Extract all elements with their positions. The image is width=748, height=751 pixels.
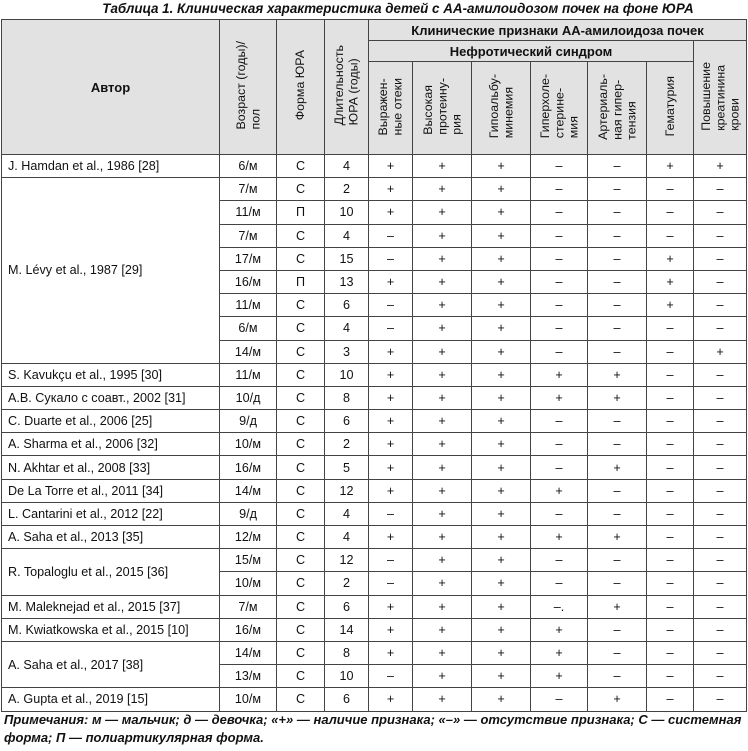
table-cell: + [531,618,588,641]
table-cell: + [588,386,647,409]
table-cell: – [694,665,747,688]
table-cell: + [369,688,413,711]
table-cell: + [588,456,647,479]
table-cell: – [531,572,588,595]
table-cell: + [472,595,531,618]
table-cell: – [369,317,413,340]
table-cell: + [531,386,588,409]
table-cell: С [277,340,325,363]
table-cell: – [531,201,588,224]
table-cell: – [531,317,588,340]
table-cell: – [694,178,747,201]
header-hypoalbuminemia: Гипоальбу- минемия [472,62,531,155]
table-cell: – [531,340,588,363]
header-hypertension: Артериаль- ная гипер- тензия [588,62,647,155]
table-cell: + [369,363,413,386]
table-cell: 6/м [220,317,277,340]
table-cell: С [277,178,325,201]
table-cell: – [694,641,747,664]
table-cell: П [277,201,325,224]
table-cell: – [694,595,747,618]
table-cell: 9/д [220,502,277,525]
table-cell: + [694,155,747,178]
table-cell: + [472,178,531,201]
table-cell: + [369,340,413,363]
author-cell: M. Maleknejad et al., 2015 [37] [2,595,220,618]
author-cell: M. Kwiatkowska et al., 2015 [10] [2,618,220,641]
table-cell: С [277,549,325,572]
table-cell: 10/м [220,688,277,711]
table-cell: – [369,502,413,525]
table-cell: 11/м [220,294,277,317]
table-cell: + [413,247,472,270]
table-cell: – [647,224,694,247]
table-cell: – [588,155,647,178]
table-cell: 4 [325,502,369,525]
table-cell: + [413,618,472,641]
table-cell: + [472,363,531,386]
author-cell: C. Duarte et al., 2006 [25] [2,410,220,433]
table-cell: + [413,549,472,572]
table-cell: 4 [325,224,369,247]
table-cell: 15/м [220,549,277,572]
table-cell: С [277,433,325,456]
table-cell: + [413,688,472,711]
table-cell: + [472,549,531,572]
table-row [2,386,747,409]
table-cell: 17/м [220,247,277,270]
table-cell: – [694,247,747,270]
table-cell: + [369,526,413,549]
table-cell: + [647,270,694,293]
table-cell: – [647,526,694,549]
table-cell: 6 [325,595,369,618]
table-cell: С [277,502,325,525]
table-cell: – [647,340,694,363]
table-cell: + [369,641,413,664]
header-creatinine: Повышение креатинина крови [694,41,747,155]
table-cell: + [369,433,413,456]
table-cell: – [694,502,747,525]
header-proteinuria: Высокая протеину- рия [413,62,472,155]
table-cell: + [413,410,472,433]
table-cell: 2 [325,433,369,456]
table-cell: + [472,410,531,433]
table-cell: – [647,502,694,525]
table-cell: – [694,201,747,224]
table-cell: 8 [325,641,369,664]
header-hematuria: Гематурия [647,62,694,155]
table-cell: + [369,270,413,293]
table-cell: – [369,247,413,270]
table-cell: С [277,665,325,688]
table-cell: – [694,479,747,502]
table-cell: + [531,479,588,502]
table-cell: – [647,641,694,664]
header-duration: Длительность ЮРА (годы) [325,20,369,155]
table-cell: – [531,502,588,525]
table-row [2,479,747,502]
table-cell: + [413,178,472,201]
table-cell: – [694,572,747,595]
table-cell: – [694,549,747,572]
table-cell: – [588,665,647,688]
table-cell: С [277,294,325,317]
table-cell: 16/м [220,456,277,479]
header-clinical-signs: Клинические признаки АА-амилоидоза почек [369,20,747,41]
table-cell: + [472,572,531,595]
table-cell: + [472,665,531,688]
table-cell: С [277,363,325,386]
table-cell: + [588,688,647,711]
table-cell: – [588,340,647,363]
table-cell: – [588,294,647,317]
table-cell: – [588,572,647,595]
author-cell: J. Hamdan et al., 1986 [28] [2,155,220,178]
table-cell: + [472,386,531,409]
clinical-table [1,19,747,712]
table-cell: – [588,641,647,664]
table-cell: + [472,641,531,664]
table-cell: + [413,433,472,456]
table-cell: – [369,572,413,595]
table-cell: + [588,363,647,386]
header-age: Возраст (годы)/ пол [220,20,277,155]
table-cell: + [472,618,531,641]
table-cell: 8 [325,386,369,409]
table-row [2,433,747,456]
table-cell: П [277,270,325,293]
table-cell: 10 [325,363,369,386]
author-cell: L. Cantarini et al., 2012 [22] [2,502,220,525]
table-cell: + [472,201,531,224]
author-cell: А.В. Сукало с соавт., 2002 [31] [2,386,220,409]
table-cell: 10 [325,665,369,688]
table-cell: 16/м [220,270,277,293]
table-cell: – [531,155,588,178]
table-cell: – [531,410,588,433]
table-cell: 7/м [220,224,277,247]
table-cell: – [531,433,588,456]
table-cell: + [413,572,472,595]
table-cell: – [694,526,747,549]
table-row [2,526,747,549]
table-cell: – [588,270,647,293]
table-cell: + [531,526,588,549]
table-row [2,688,747,711]
table-cell: 4 [325,155,369,178]
table-cell: С [277,386,325,409]
table-cell: – [588,247,647,270]
table-cell: – [694,363,747,386]
table-row [2,502,747,525]
table-cell: – [588,618,647,641]
table-cell: – [694,618,747,641]
table-cell: + [369,595,413,618]
table-cell: 11/м [220,201,277,224]
table-cell: – [588,433,647,456]
table-cell: + [588,595,647,618]
table-cell: + [413,479,472,502]
table-cell: + [369,479,413,502]
table-cell: – [647,456,694,479]
table-cell: + [472,294,531,317]
table-cell: 12/м [220,526,277,549]
table-cell: 10/м [220,433,277,456]
table-cell: – [369,294,413,317]
table-cell: + [472,224,531,247]
table-cell: 2 [325,178,369,201]
table-cell: + [413,270,472,293]
table-cell: – [531,270,588,293]
author-cell: A. Sharma et al., 2006 [32] [2,433,220,456]
table-cell: + [369,201,413,224]
table-cell: + [369,618,413,641]
table-cell: С [277,595,325,618]
table-cell: С [277,572,325,595]
table-cell: + [413,665,472,688]
table-cell: + [369,410,413,433]
table-cell: + [472,317,531,340]
header-nephrotic-syndrome: Нефротический синдром [369,41,694,62]
header-hypercholesterolemia: Гиперхоле- стерине- мия [531,62,588,155]
table-cell: 10 [325,201,369,224]
header-author: Автор [2,20,220,155]
table-body [2,155,747,712]
table-cell: 14/м [220,340,277,363]
table-cell: – [694,410,747,433]
table-cell: – [588,201,647,224]
table-cell: – [694,688,747,711]
table-title: Таблица 1. Клиническая характеристика детей с АА-амилоидозом почек на фоне ЮРА [102,1,694,16]
author-cell: A. Gupta et al., 2019 [15] [2,688,220,711]
table-cell: 14/м [220,479,277,502]
table-cell: 3 [325,340,369,363]
table-cell: – [531,294,588,317]
table-cell: 7/м [220,178,277,201]
table-cell: С [277,247,325,270]
table-cell: + [413,201,472,224]
table-row [2,549,747,572]
table-cell: – [647,433,694,456]
table-cell: + [413,526,472,549]
table-row [2,178,747,201]
table-cell: – [369,665,413,688]
table-cell: С [277,456,325,479]
table-cell: – [588,224,647,247]
table-cell: + [472,270,531,293]
table-cell: – [647,363,694,386]
table-cell: – [647,549,694,572]
table-row [2,410,747,433]
table-cell: + [413,502,472,525]
table-cell: – [588,317,647,340]
header-edema: Выражен- ные отеки [369,62,413,155]
table-cell: 2 [325,572,369,595]
table-cell: + [472,340,531,363]
table-cell: 12 [325,479,369,502]
table-cell: 15 [325,247,369,270]
table-cell: + [472,688,531,711]
author-cell: A. Saha et al., 2013 [35] [2,526,220,549]
table-cell: + [588,526,647,549]
table-cell: С [277,155,325,178]
table-cell: + [694,340,747,363]
table-cell: С [277,224,325,247]
table-cell: + [413,641,472,664]
table-cell: + [472,479,531,502]
table-cell: – [694,433,747,456]
table-cell: – [588,502,647,525]
table-cell: С [277,479,325,502]
table-row [2,618,747,641]
author-cell: S. Kavukçu et al., 1995 [30] [2,363,220,386]
table-cell: – [647,618,694,641]
table-cell: – [369,224,413,247]
table-cell: 13/м [220,665,277,688]
table-cell: + [413,363,472,386]
table-cell: – [531,549,588,572]
table-cell: – [647,479,694,502]
table-cell: + [472,247,531,270]
table-cell: + [531,641,588,664]
table-row [2,363,747,386]
author-cell: A. Saha et al., 2017 [38] [2,641,220,687]
table-cell: – [647,572,694,595]
table-cell: 4 [325,317,369,340]
table-cell: 14 [325,618,369,641]
table-cell: – [694,270,747,293]
table-cell: + [369,386,413,409]
table-cell: + [369,456,413,479]
table-footnote: Примечания: м — мальчик; д — девочка; «+» — наличие признака; «–» — отсутствие признака; С — системная форма; П — полиартикулярная форма. [4,712,742,745]
table-cell: 10/м [220,572,277,595]
table-cell: + [369,178,413,201]
table-cell: + [413,294,472,317]
table-cell: С [277,526,325,549]
table-cell: 6 [325,294,369,317]
table-row [2,155,747,178]
table-cell: 9/д [220,410,277,433]
table-cell: 14/м [220,641,277,664]
table-cell: 10/д [220,386,277,409]
table-cell: + [413,155,472,178]
table-cell: – [647,178,694,201]
table-cell: С [277,317,325,340]
table-cell: 13 [325,270,369,293]
table-cell: – [588,410,647,433]
table-cell: + [413,224,472,247]
table-cell: – [647,386,694,409]
table-cell: – [588,549,647,572]
table-cell: 6 [325,688,369,711]
table-cell: 7/м [220,595,277,618]
table-cell: – [531,178,588,201]
table-cell: – [694,294,747,317]
table-cell: С [277,641,325,664]
table-cell: – [531,224,588,247]
table-cell: + [369,155,413,178]
table-cell: 16/м [220,618,277,641]
table-row [2,595,747,618]
table-cell: 12 [325,549,369,572]
table-cell: – [647,595,694,618]
table-cell: + [472,155,531,178]
table-cell: + [472,502,531,525]
table-cell: – [647,665,694,688]
table-cell: + [531,363,588,386]
table-cell: 5 [325,456,369,479]
author-cell: N. Akhtar et al., 2008 [33] [2,456,220,479]
author-cell: De La Torre et al., 2011 [34] [2,479,220,502]
author-cell: M. Lévy et al., 1987 [29] [2,178,220,364]
table-cell: – [694,224,747,247]
table-cell: – [647,317,694,340]
table-cell: – [647,201,694,224]
table-cell: – [694,386,747,409]
table-cell: С [277,410,325,433]
table-cell: – [369,549,413,572]
table-cell: – [531,688,588,711]
table-cell: + [647,247,694,270]
table-cell: + [647,294,694,317]
table-cell: 6/м [220,155,277,178]
table-cell: –. [531,595,588,618]
table-cell: + [531,665,588,688]
table-cell: – [694,456,747,479]
table-cell: С [277,618,325,641]
header-form: Форма ЮРА [277,20,325,155]
table-cell: + [472,433,531,456]
author-cell: R. Topaloglu et al., 2015 [36] [2,549,220,595]
table-cell: + [413,595,472,618]
table-cell: + [413,340,472,363]
table-cell: 6 [325,410,369,433]
table-cell: + [472,526,531,549]
table-cell: + [413,386,472,409]
table-cell: 11/м [220,363,277,386]
table-cell: – [531,247,588,270]
table-row [2,641,747,664]
table-cell: + [413,317,472,340]
table-row [2,456,747,479]
table-cell: – [647,410,694,433]
table-cell: С [277,688,325,711]
table-cell: – [694,317,747,340]
table-cell: – [531,456,588,479]
table-cell: + [647,155,694,178]
table-cell: – [647,688,694,711]
table-cell: – [588,479,647,502]
table-cell: – [588,178,647,201]
table-cell: 4 [325,526,369,549]
table-cell: + [472,456,531,479]
table-cell: + [413,456,472,479]
